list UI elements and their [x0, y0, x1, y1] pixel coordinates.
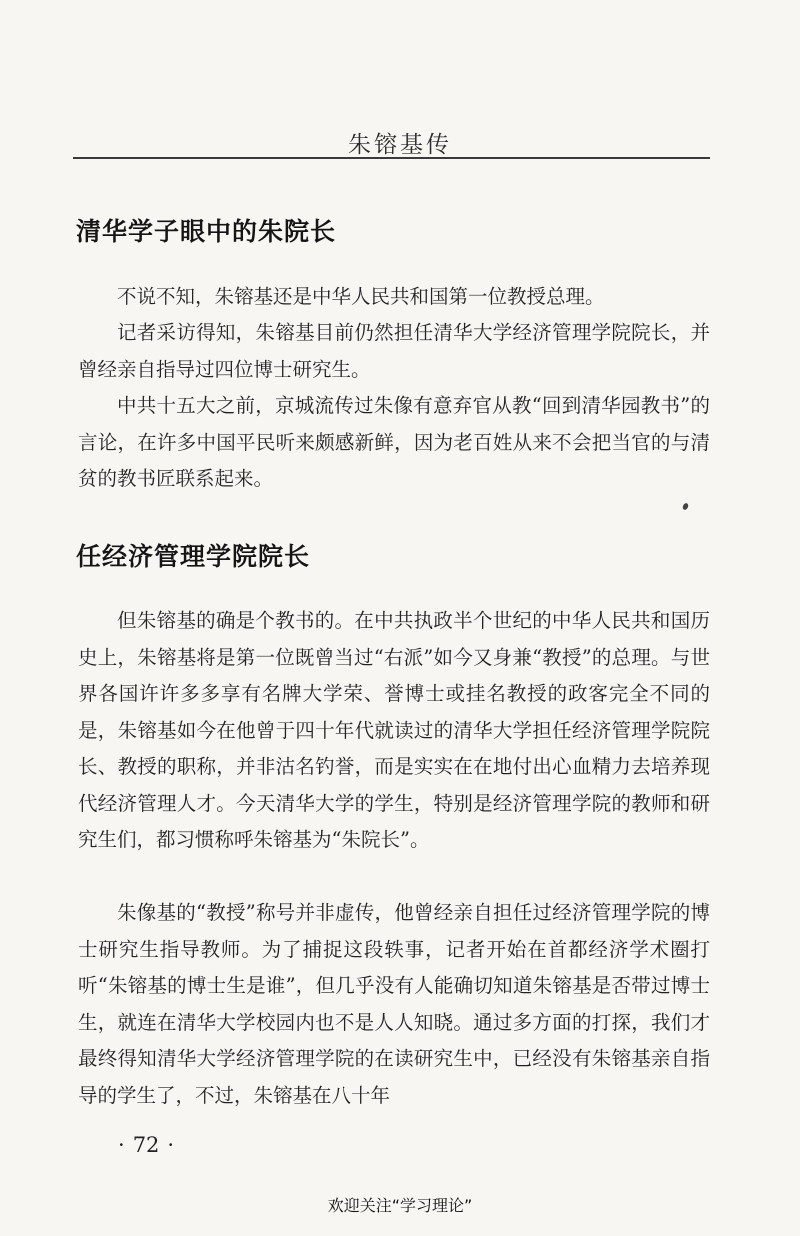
paragraph: 记者采访得知，朱镕基目前仍然担任清华大学经济管理学院院长，并曾经亲自指导过四位博士研究生。 [78, 321, 710, 381]
paragraph: 不说不知，朱镕基还是中华人民共和国第一位教授总理。 [117, 285, 605, 308]
print-speck [682, 502, 689, 510]
section-heading-2: 任经济管理学院院长 [76, 542, 311, 571]
paragraph: 朱像基的“教授”称号并非虚传，他曾经亲自担任过经济管理学院的博士研究生指导教师。为了捕捉这段轶事，记者开始在首都经济学术圈打听“朱镕基的博士生是谁”，但几乎没有人能确切知道朱镕基是否带过博士生，就连在清华大学校园内也不是人人知晓。通过多方面的打探，我们才最终得知清华大学经济管理学院的在读研究生中，已经没有朱镕基亲自指导的学生了，不过，朱镕基在八十年 [78, 901, 710, 1107]
section-heading-1: 清华学子眼中的朱院长 [76, 217, 337, 246]
header-rule [73, 157, 710, 159]
running-head: 朱镕基传 [348, 132, 452, 158]
footer-note: 欢迎关注“学习理论” [327, 1196, 473, 1215]
paragraph: 但朱镕基的确是个教书的。在中共执政半个世纪的中华人民共和国历史上，朱镕基将是第一位既曾当过“右派”如今又身兼“教授”的总理。与世界各国许许多多享有名牌大学荣、誉博士或挂名教授的政客完全不同的是，朱镕基如今在他曾于四十年代就读过的清华大学担任经济管理学院院长、教授的职称，并非沽名钓誉，而是实实在在地付出心血精力去培养现代经济管理人才。今天清华大学的学生，特别是经济管理学院的教师和研究生们，都习惯称呼朱镕基为“朱院长”。 [78, 609, 710, 851]
page-number: · 72 · [118, 1133, 175, 1157]
paragraph: 中共十五大之前，京城流传过朱像有意弃官从教“回到清华园教书”的言论，在许多中国平民听来颇感新鲜，因为老百姓从来不会把当官的与清贫的教书匠联系起来。 [78, 394, 710, 490]
page-number-value: 72 [132, 1133, 160, 1157]
